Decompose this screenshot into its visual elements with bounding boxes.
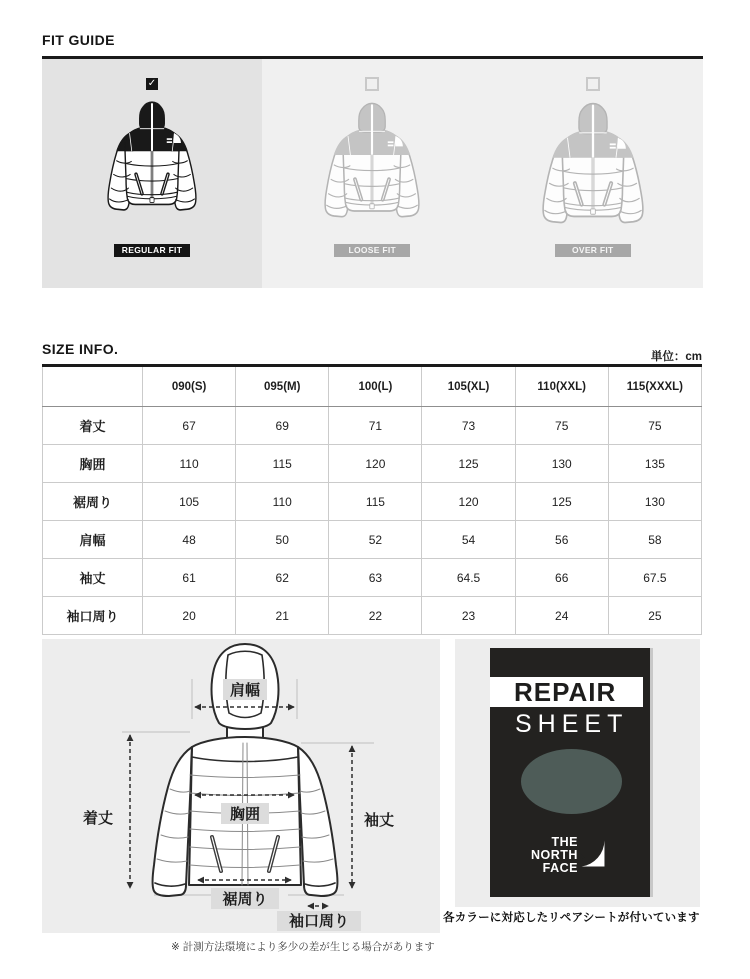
table-row	[43, 521, 702, 559]
size-value: 58	[608, 521, 701, 559]
size-value: 120	[329, 445, 422, 483]
label-sleeve-length: 袖丈	[363, 812, 395, 829]
size-value: 67.5	[608, 559, 701, 597]
column-header: 100(L)	[329, 366, 422, 407]
repair-sheet-box	[455, 639, 700, 907]
fit-option-regular	[42, 59, 262, 288]
size-value: 48	[143, 521, 236, 559]
table-row	[43, 559, 702, 597]
size-value: 115	[236, 445, 329, 483]
jacket-illustration	[93, 98, 211, 214]
fit-guide-section	[42, 59, 703, 288]
size-value: 52	[329, 521, 422, 559]
row-label: 袖丈	[43, 559, 143, 597]
fit-guide-title: FIT GUIDE	[42, 32, 115, 48]
brand-line: NORTH	[531, 848, 578, 862]
size-value: 63	[329, 559, 422, 597]
size-value: 110	[143, 445, 236, 483]
table-row	[43, 407, 702, 445]
size-value: 50	[236, 521, 329, 559]
measurement-footnote: ※ 計測方法環境により多少の差が生じる場合があります	[171, 941, 435, 953]
north-face-logo	[490, 836, 647, 875]
size-value: 62	[236, 559, 329, 597]
size-value: 24	[515, 597, 608, 635]
size-value: 71	[329, 407, 422, 445]
repair-sheet-card	[490, 648, 653, 897]
column-header: 110(XXL)	[515, 366, 608, 407]
size-value: 61	[143, 559, 236, 597]
size-value: 105	[143, 483, 236, 521]
size-value: 75	[515, 407, 608, 445]
brand-line: FACE	[542, 861, 578, 875]
size-value: 125	[515, 483, 608, 521]
sheet-word: SHEET	[515, 710, 629, 738]
size-value: 125	[422, 445, 515, 483]
repair-word: REPAIR	[514, 676, 617, 707]
row-label: 肩幅	[43, 521, 143, 559]
measurement-diagram-box	[42, 639, 440, 933]
size-value: 66	[515, 559, 608, 597]
label-chest: 胸囲	[229, 806, 261, 823]
label-hem: 裾周り	[222, 891, 268, 908]
size-value: 130	[515, 445, 608, 483]
size-value: 21	[236, 597, 329, 635]
size-value: 73	[422, 407, 515, 445]
fit-option-loose	[262, 59, 483, 288]
label-body-length: 着丈	[82, 810, 114, 827]
size-value: 54	[422, 521, 515, 559]
table-row	[43, 445, 702, 483]
checkbox-icon	[586, 77, 600, 91]
north-face-dome-icon	[580, 837, 606, 867]
repair-band	[490, 677, 643, 707]
size-value: 64.5	[422, 559, 515, 597]
size-value: 75	[608, 407, 701, 445]
jacket-illustration	[309, 99, 435, 221]
checkbox-checked-icon: ✓	[147, 78, 157, 89]
size-value: 20	[143, 597, 236, 635]
brand-line: THE	[551, 835, 578, 849]
fit-option-over	[483, 59, 704, 288]
size-value: 135	[608, 445, 701, 483]
checkbox-icon	[365, 77, 379, 91]
size-value: 25	[608, 597, 701, 635]
label-shoulder-width: 肩幅	[229, 682, 261, 699]
repair-patch	[521, 749, 622, 814]
row-label: 裾周り	[43, 483, 143, 521]
size-value: 110	[236, 483, 329, 521]
size-value: 69	[236, 407, 329, 445]
repair-caption: 各カラーに対応したリペアシートが付いています	[443, 912, 700, 924]
table-row	[43, 597, 702, 635]
size-value: 23	[422, 597, 515, 635]
unit-label: 単位：cm	[650, 351, 702, 363]
row-label: 袖口周り	[43, 597, 143, 635]
table-header-row	[43, 366, 702, 407]
size-info-title: SIZE INFO.	[42, 341, 119, 357]
size-value: 67	[143, 407, 236, 445]
column-header: 105(XL)	[422, 366, 515, 407]
size-value: 22	[329, 597, 422, 635]
size-value: 56	[515, 521, 608, 559]
size-value: 120	[422, 483, 515, 521]
column-header: 090(S)	[143, 366, 236, 407]
row-label: 胸囲	[43, 445, 143, 483]
fit-label-regular: REGULAR FIT	[114, 244, 190, 257]
column-header: 115(XXXL)	[608, 366, 701, 407]
measurement-diagram	[42, 639, 440, 933]
size-table	[42, 364, 702, 635]
fit-label-over: OVER FIT	[555, 244, 631, 257]
jacket-illustration	[526, 99, 660, 227]
column-header: 095(M)	[236, 366, 329, 407]
label-cuff: 袖口周り	[288, 913, 350, 930]
size-value: 130	[608, 483, 701, 521]
corner-cell	[43, 366, 143, 407]
size-value: 115	[329, 483, 422, 521]
table-row	[43, 483, 702, 521]
fit-label-loose: LOOSE FIT	[334, 244, 410, 257]
row-label: 着丈	[43, 407, 143, 445]
